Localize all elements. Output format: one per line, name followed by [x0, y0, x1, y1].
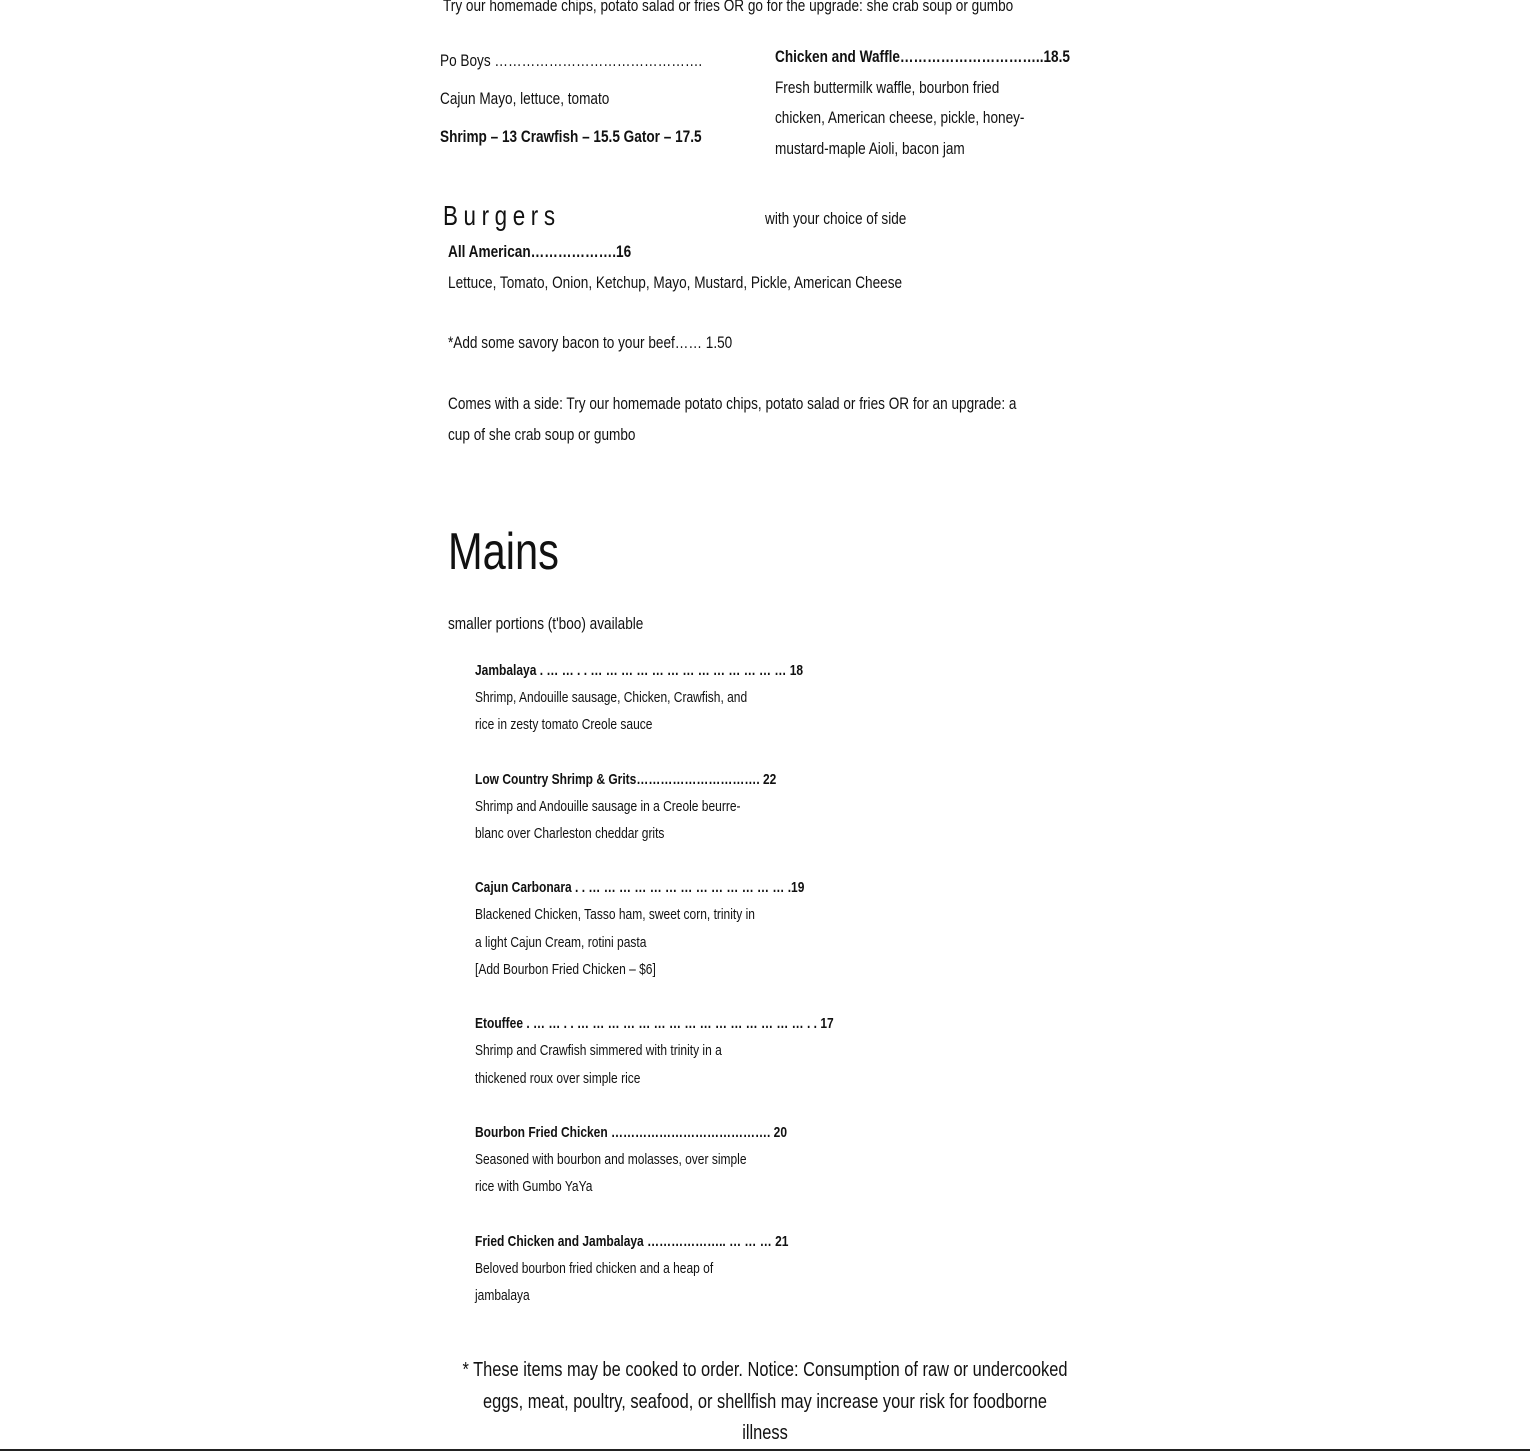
- burger-side-description-line: Comes with a side: Try our homemade potato chips, potato salad or fries OR for an upgrade: a: [448, 394, 1017, 413]
- mains-portion-note: smaller portions (t'boo) available: [448, 614, 644, 633]
- menu-item-description-line: rice with Gumbo YaYa: [475, 1178, 593, 1195]
- burger-side-description-line: cup of she crab soup or gumbo: [448, 425, 636, 444]
- po-boys-description: Cajun Mayo, lettuce, tomato: [440, 89, 610, 108]
- po-boys-prices: Shrimp – 13 Crawfish – 15.5 Gator – 17.5: [440, 127, 702, 146]
- menu-item-description-line: Shrimp and Crawfish simmered with trinity in a: [475, 1042, 722, 1059]
- bottom-divider: [0, 1449, 1530, 1451]
- chicken-waffle-description-line: chicken, American cheese, pickle, honey-: [775, 108, 1025, 127]
- menu-item-title: Etouffee . … … . . … … … … … … … … … … … … … … … . . 17: [475, 1015, 834, 1032]
- po-boys-title: Po Boys ……………………………………….: [440, 51, 703, 70]
- menu-item-addon: [Add Bourbon Fried Chicken – $6]: [475, 961, 656, 978]
- menu-item-description-line: thickened roux over simple rice: [475, 1070, 641, 1087]
- burgers-side-note: with your choice of side: [765, 209, 907, 228]
- menu-item-description-line: Shrimp, Andouille sausage, Chicken, Crawfish, and: [475, 689, 748, 706]
- menu-item-title: Jambalaya . … … . . … … … … … … … … … … … … … 18: [475, 662, 804, 679]
- menu-item-title: Low Country Shrimp & Grits…………………………. 22: [475, 771, 777, 788]
- all-american-description: Lettuce, Tomato, Onion, Ketchup, Mayo, Mustard, Pickle, American Cheese: [448, 273, 903, 292]
- chicken-waffle-title: Chicken and Waffle…………………………..18.5: [775, 47, 1070, 66]
- bacon-addon-note: *Add some savory bacon to your beef…… 1.50: [448, 333, 733, 352]
- menu-item-title: Cajun Carbonara . . … … … … … … … … … … … … … .19: [475, 879, 805, 896]
- food-safety-notice-line: illness: [742, 1422, 788, 1444]
- mains-heading: Mains: [448, 523, 559, 581]
- food-safety-notice-line: * These items may be cooked to order. Notice: Consumption of raw or undercooked: [462, 1359, 1068, 1381]
- menu-item-title: Fried Chicken and Jambalaya ……………….. … … … 21: [475, 1233, 789, 1250]
- all-american-title: All American……………….16: [448, 242, 632, 261]
- menu-item-title: Bourbon Fried Chicken …………………………………. 20: [475, 1124, 788, 1141]
- menu-item-description-line: Beloved bourbon fried chicken and a heap of: [475, 1260, 714, 1277]
- chicken-waffle-description-line: Fresh buttermilk waffle, bourbon fried: [775, 78, 1000, 97]
- menu-item-description-line: Seasoned with bourbon and molasses, over simple: [475, 1151, 747, 1168]
- food-safety-notice-line: eggs, meat, poultry, seafood, or shellfish may increase your risk for foodborne: [483, 1391, 1047, 1413]
- menu-item-description-line: jambalaya: [475, 1287, 530, 1304]
- menu-item-description-line: blanc over Charleston cheddar grits: [475, 825, 665, 842]
- menu-item-description-line: a light Cajun Cream, rotini pasta: [475, 934, 647, 951]
- chicken-waffle-description-line: mustard-maple Aioli, bacon jam: [775, 139, 965, 158]
- menu-item-description-line: rice in zesty tomato Creole sauce: [475, 716, 653, 733]
- burgers-heading: Burgers: [443, 200, 561, 231]
- sides-upgrade-note: Try our homemade chips, potato salad or fries OR go for the upgrade: she crab soup or gumbo: [443, 0, 1014, 15]
- menu-item-description-line: Blackened Chicken, Tasso ham, sweet corn, trinity in: [475, 906, 755, 923]
- menu-item-description-line: Shrimp and Andouille sausage in a Creole beurre-: [475, 798, 741, 815]
